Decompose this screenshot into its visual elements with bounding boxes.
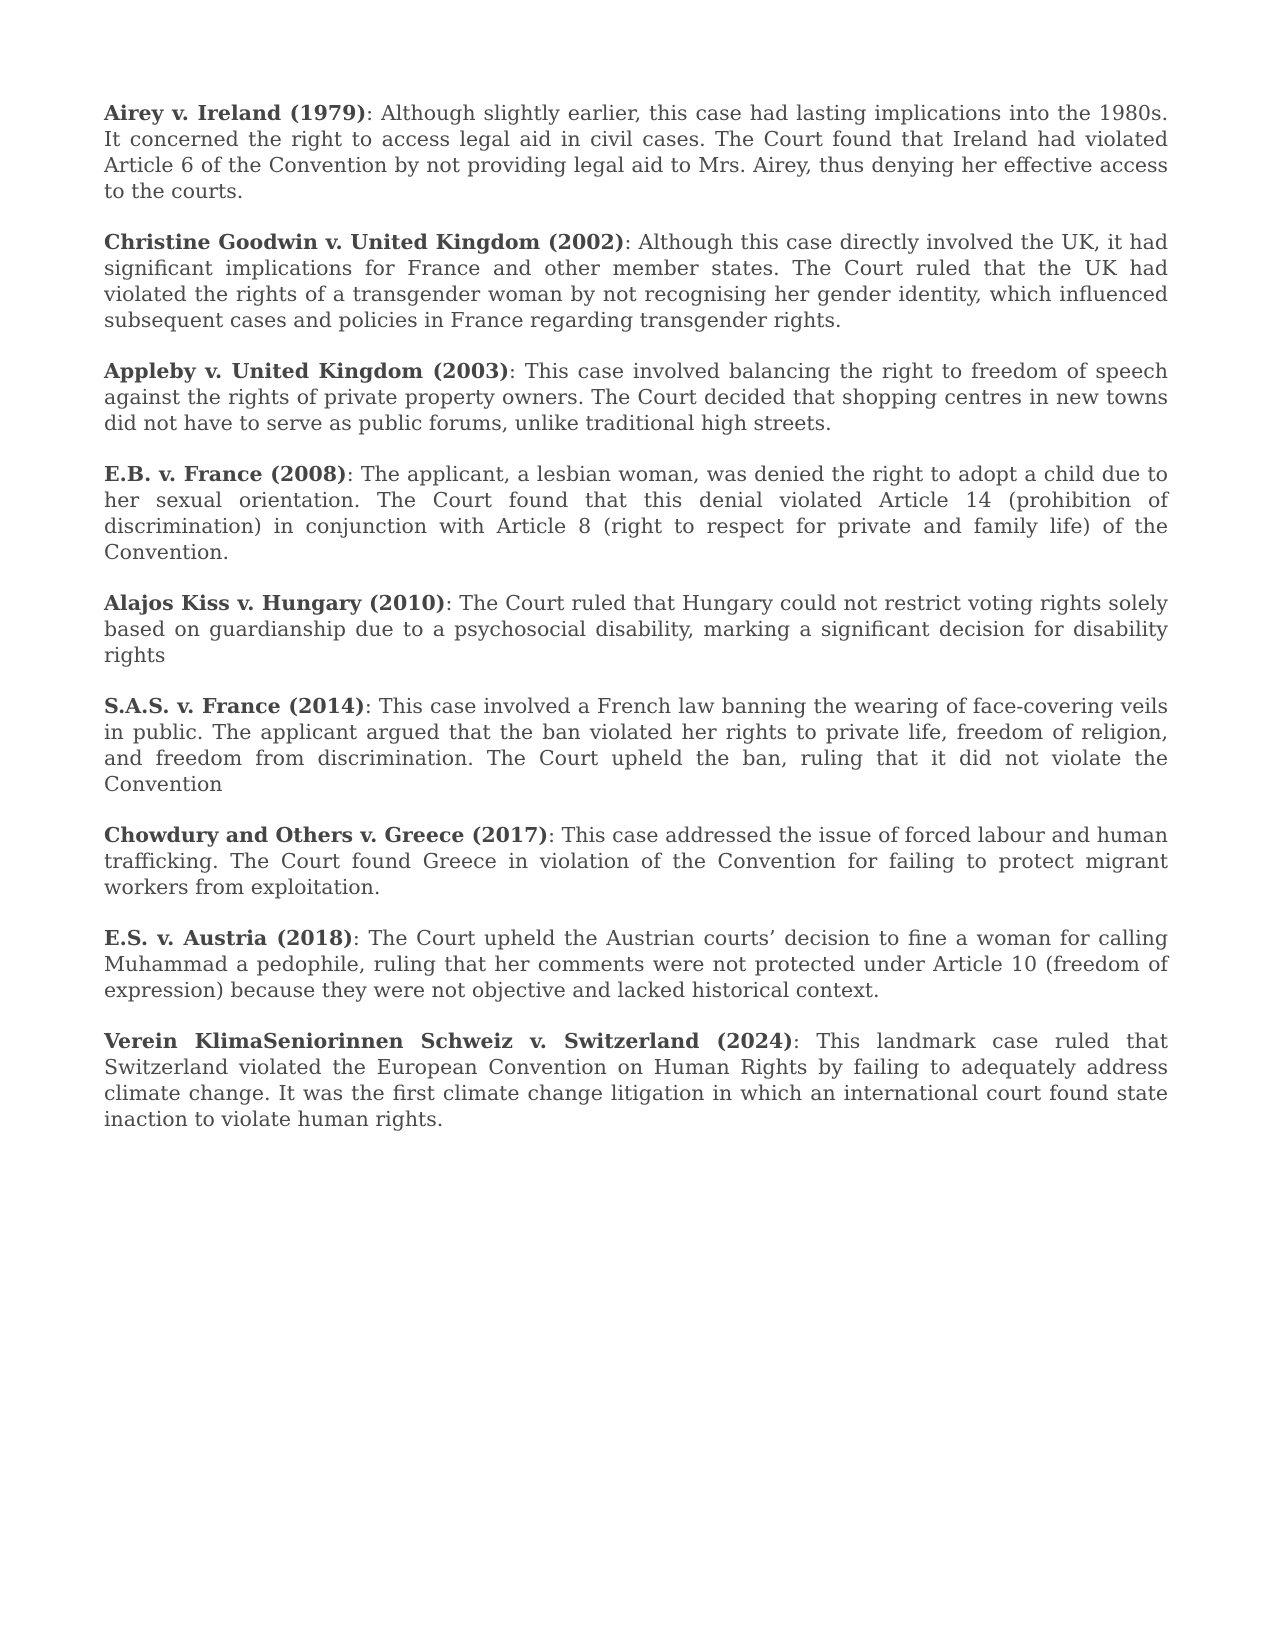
case-title: Verein KlimaSeniorinnen Schweiz v. Switzerland (2024) bbox=[104, 1029, 793, 1053]
case-separator: : bbox=[792, 1029, 817, 1053]
case-description: This case addressed the issue of forced labour and human trafficking. The Court found Greece in violation of the Convention for failing to protect migrant workers from exploitation. bbox=[104, 823, 1168, 899]
case-separator: : bbox=[366, 101, 381, 125]
case-description: The applicant, a lesbian woman, was denied the right to adopt a child due to her sexual orientation. The Court found that this denial violated Article 14 (prohibition of discrimination) in conjunction with Article 8 (right to respect for private and family life) of the Convention. bbox=[104, 462, 1168, 564]
case-title: Airey v. Ireland (1979) bbox=[104, 101, 367, 125]
case-paragraph bbox=[104, 100, 1168, 204]
case-title: E.S. v. Austria (2018) bbox=[104, 926, 353, 950]
case-title: Christine Goodwin v. United Kingdom (2002) bbox=[104, 230, 625, 254]
case-paragraph bbox=[104, 925, 1168, 1003]
case-description: Although slightly earlier, this case had lasting implications into the 1980s. It concerned the right to access legal aid in civil cases. The Court found that Ireland had violated Article 6 of the Convention by not providing legal aid to Mrs. Airey, thus denying her effective access to the courts. bbox=[104, 101, 1168, 203]
document-page bbox=[104, 100, 1168, 1157]
case-description: This landmark case ruled that Switzerland violated the European Convention on Human Rights by failing to adequately address climate change. It was the first climate change litigation in which an international court found state inaction to violate human rights. bbox=[104, 1029, 1168, 1131]
case-paragraph bbox=[104, 229, 1168, 333]
case-separator: : bbox=[509, 359, 525, 383]
case-description: Although this case directly involved the UK, it had significant implications for France and other member states. The Court ruled that the UK had violated the rights of a transgender woman by not recognising her gender identity, which influenced subsequent cases and policies in France regarding transgender rights. bbox=[104, 230, 1168, 332]
case-paragraph bbox=[104, 693, 1168, 797]
case-paragraph bbox=[104, 461, 1168, 565]
case-title: Alajos Kiss v. Hungary (2010) bbox=[104, 591, 446, 615]
case-separator: : bbox=[624, 230, 639, 254]
case-paragraph bbox=[104, 822, 1168, 900]
case-title: S.A.S. v. France (2014) bbox=[104, 694, 365, 718]
case-description: The Court upheld the Austrian courts’ decision to fine a woman for calling Muhammad a pedophile, ruling that her comments were not protected under Article 10 (freedom of expression) because they were not objective and lacked historical context. bbox=[104, 926, 1168, 1002]
case-title: E.B. v. France (2008) bbox=[104, 462, 347, 486]
case-description: This case involved a French law banning the wearing of face-covering veils in public. The applicant argued that the ban violated her rights to private life, freedom of religion, and freedom from discrimination. The Court upheld the ban, ruling that it did not violate the Convention bbox=[104, 694, 1168, 796]
case-title: Appleby v. United Kingdom (2003) bbox=[104, 359, 510, 383]
case-paragraph bbox=[104, 358, 1168, 436]
case-separator: : bbox=[364, 694, 379, 718]
case-paragraph bbox=[104, 1028, 1168, 1132]
case-separator: : bbox=[346, 462, 361, 486]
case-separator: : bbox=[548, 823, 562, 847]
case-description: The Court ruled that Hungary could not restrict voting rights solely based on guardianship due to a psychosocial disability, marking a significant decision for disability rights bbox=[104, 591, 1168, 667]
case-separator: : bbox=[352, 926, 369, 950]
case-separator: : bbox=[445, 591, 460, 615]
case-description: This case involved balancing the right to freedom of speech against the rights of private property owners. The Court decided that shopping centres in new towns did not have to serve as public forums, unlike traditional high streets. bbox=[104, 359, 1168, 435]
case-title: Chowdury and Others v. Greece (2017) bbox=[104, 823, 549, 847]
case-paragraph bbox=[104, 590, 1168, 668]
